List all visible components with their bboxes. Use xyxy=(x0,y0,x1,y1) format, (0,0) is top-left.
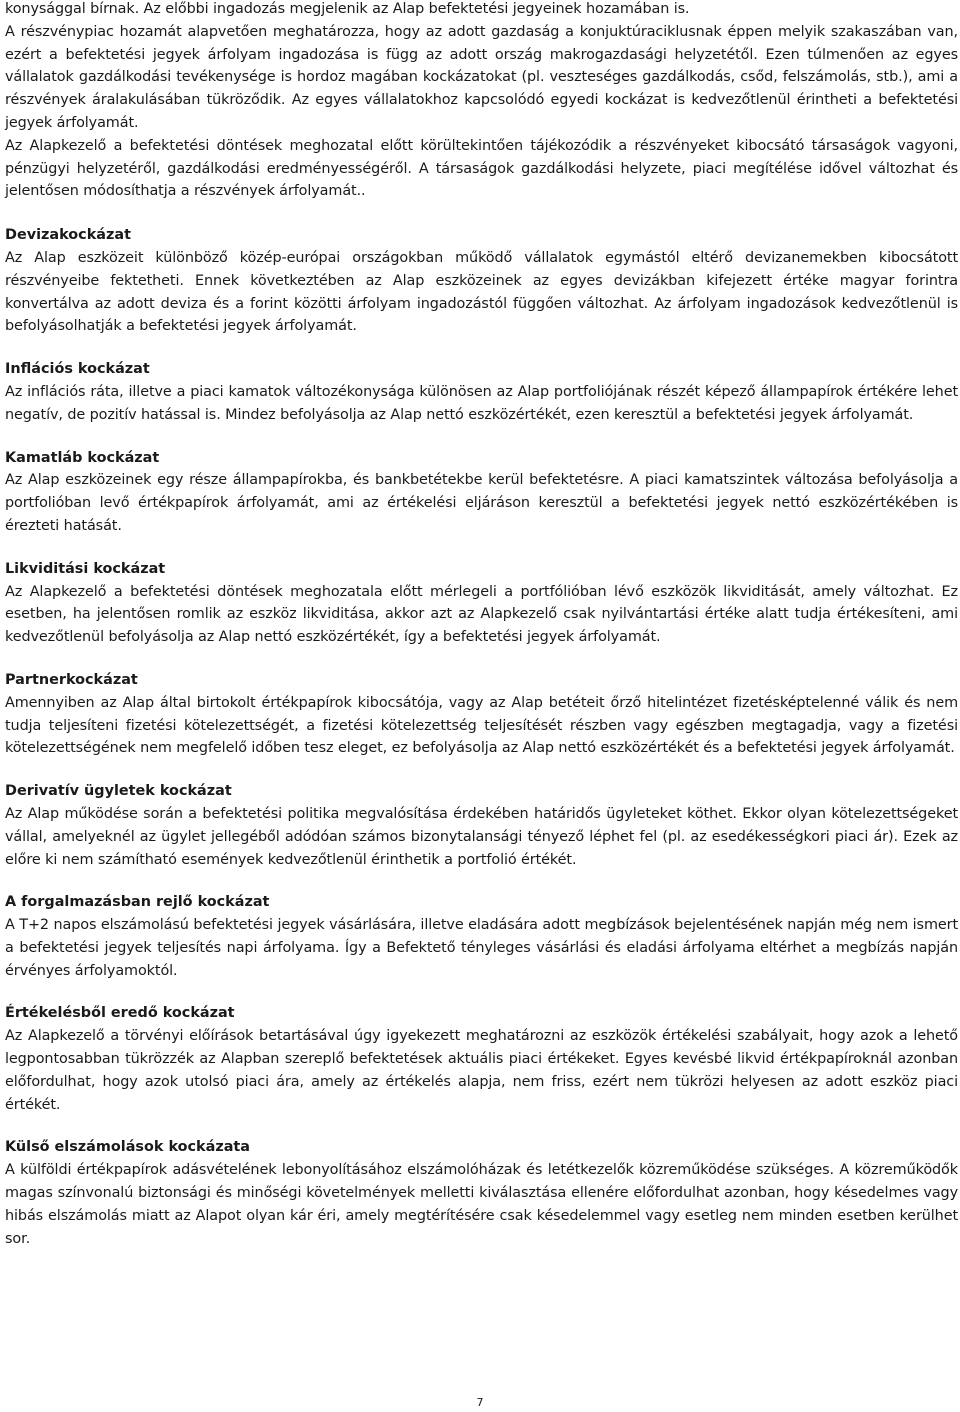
section-body: Az inflációs ráta, illetve a piaci kamatok változékonysága különösen az Alap portfoliójának részét képező állampapírok értékére lehet negatív, de pozitív hatással is. Mindez befolyásolja az Alap nettó eszközértékét, ezen keresztül a befektetési jegyek árfolyamát. xyxy=(5,383,958,423)
section-devizakockazat xyxy=(5,224,958,338)
section-body: Az Alap eszközeinek egy része állampapírokba, és bankbetétekbe kerül befektetésre. A piaci kamatszintek változása befolyásolja a portfolióban levő értékpapírok árfolyamát, ami az értékelési eljáráson keresztül a befektetési jegyek nettó eszközértékében is érezteti hatását. xyxy=(5,472,958,534)
section-heading: Külső elszámolások kockázata xyxy=(5,1139,250,1156)
section-partnerkockazat xyxy=(5,669,958,760)
section-heading: Kamatláb kockázat xyxy=(5,449,160,466)
section-derivativ-ugyletek xyxy=(5,780,958,871)
section-body: Az Alap működése során a befektetési politika megvalósítása érdekében határidős ügyleteket köthet. Ekkor olyan kötelezettségeket vállal, amelyeknél az ügylet jellegéből adódóan számos bizonytalansági tényező léphet fel (pl. az esedékességkori piaci ár). Ezek az előre ki nem számítható események kedvezőtlenül érinthetik a portfolió értékét. xyxy=(5,805,958,868)
intro-paragraph-2: A részvénypiac hozamát alapvetően meghatározza, hogy az adott gazdaság a konjuktúraciklusnak éppen melyik szakaszában van, ezért a befektetési jegyek árfolyam ingadozása is függ az adott ország makrogazdasági helyzetétől. Ezen túlmenően az egyes vállalatok gazdálkodási tevékenysége is hordoz magában kockázatokat (pl. veszteséges gazdálkodás, csőd, felszámolás, stb.), ami a részvények áralakulásában tükröződik. Az egyes vállalatokhoz kapcsolódó egyedi kockázat is kedvezőtlenül érintheti a befektetési jegyek árfolyamát. xyxy=(5,23,958,131)
section-heading: Likviditási kockázat xyxy=(5,560,166,577)
section-heading: Inflációs kockázat xyxy=(5,361,150,378)
section-kamatlab-kockazat xyxy=(5,447,958,538)
section-likviditasi-kockazat xyxy=(5,558,958,649)
intro-paragraph-1: konysággal bírnak. Az előbbi ingadozás megjelenik az Alap befektetési jegyeinek hozamában is. xyxy=(5,1,690,17)
section-heading: Derivatív ügyletek kockázat xyxy=(5,783,232,800)
section-inflacios-kockazat xyxy=(5,358,958,426)
section-body: Amennyiben az Alap által birtokolt értékpapírok kibocsátója, vagy az Alap betéteit őrző hitelintézet fizetésképtelenné válik és nem tudja teljesíteni fizetési kötelezettségét, a fizetési kötelezettség teljesítését részben vagy egészben megtagadja, vagy a fizetési kötelezettségének nem megfelelő időben tesz eleget, ez befolyásolja az Alap nettó eszközértékét és a befektetési jegyek árfolyamát. xyxy=(5,694,958,757)
intro-paragraph-3: Az Alapkezelő a befektetési döntések meghozatal előtt körültekintően tájékozódik a részvényeket kibocsátó társaságok vagyoni, pénzügyi helyzetéről, gazdálkodási eredményességéről. A társaságok gazdálkodási helyzete, piaci megítélése idővel változhat és jelentősen módosíthatja a részvények árfolyamát.. xyxy=(5,137,958,200)
section-heading: Értékelésből eredő kockázat xyxy=(5,1005,235,1022)
section-body: A T+2 napos elszámolású befektetési jegyek vásárlására, illetve eladására adott megbízások bejelentésének napján még nem ismert a befektetési jegyek teljesítés napi árfolyama. Így a Befektető tényleges vásárlási és eladási árfolyama eltérhet a megbízás napján érvényes árfolyamoktól. xyxy=(5,917,958,979)
document-page xyxy=(5,0,958,1250)
section-kulso-elszamolasok xyxy=(5,1136,958,1250)
section-forgalmazas-kockazat xyxy=(5,891,958,982)
intro-section xyxy=(5,0,958,203)
section-heading: A forgalmazásban rejlő kockázat xyxy=(5,894,270,911)
section-heading: Devizakockázat xyxy=(5,227,131,244)
section-body: Az Alapkezelő a törvényi előírások betartásával úgy igyekezett meghatározni az eszközök értékelési szabályait, hogy azok a lehető legpontosabban tükrözzék az Alapban szereplő befektetések aktuális piaci értékeket. Egyes kevésbé likvid értékpapíroknál azonban előfordulhat, hogy azok utolsó piaci ára, amely az értékelés alapja, nem friss, ezért nem tükrözi helyesen az adott eszköz piaci értékét. xyxy=(5,1028,958,1113)
section-heading: Partnerkockázat xyxy=(5,671,138,688)
section-ertekeles-kockazat xyxy=(5,1002,958,1116)
section-body: A külföldi értékpapírok adásvételének lebonyolításához elszámolóházak és letétkezelők közreműködése szükséges. A közreműködők magas színvonalú biztonsági és minőségi követelmények melletti kiválasztása ellenére előfordulhat azonban, hogy késedelmes vagy hibás elszámolás miatt az Alapot olyan kár éri, amely megtérítésére csak késedelemmel vagy esetleg nem minden esetben kerülhet sor. xyxy=(5,1162,958,1247)
section-body: Az Alapkezelő a befektetési döntések meghozatala előtt mérlegeli a portfólióban lévő eszközök likviditását, amely változhat. Ez esetben, ha jelentősen romlik az eszköz likviditása, akkor azt az Alapkezelő csak nyilvántartási értéke alatt tudja értékesíteni, ami kedvezőtlenül befolyásolja az Alap nettó eszközértékét, így a befektetési jegyek árfolyamát. xyxy=(5,583,958,646)
section-body: Az Alap eszközeit különböző közép-európai országokban működő vállalatok egymástól eltérő devizanemekben kibocsátott részvényeibe fektetheti. Ennek következtében az Alap eszközeinek az egyes devizákban kifejezett értéke magyar forintra konvertálva az adott deviza és a forint közötti árfolyam ingadozástól függően változhat. Az árfolyam ingadozások kedvezőtlenül is befolyásolhatják a befektetési jegyek árfolyamát. xyxy=(5,249,958,335)
page-number: 7 xyxy=(476,1396,484,1409)
